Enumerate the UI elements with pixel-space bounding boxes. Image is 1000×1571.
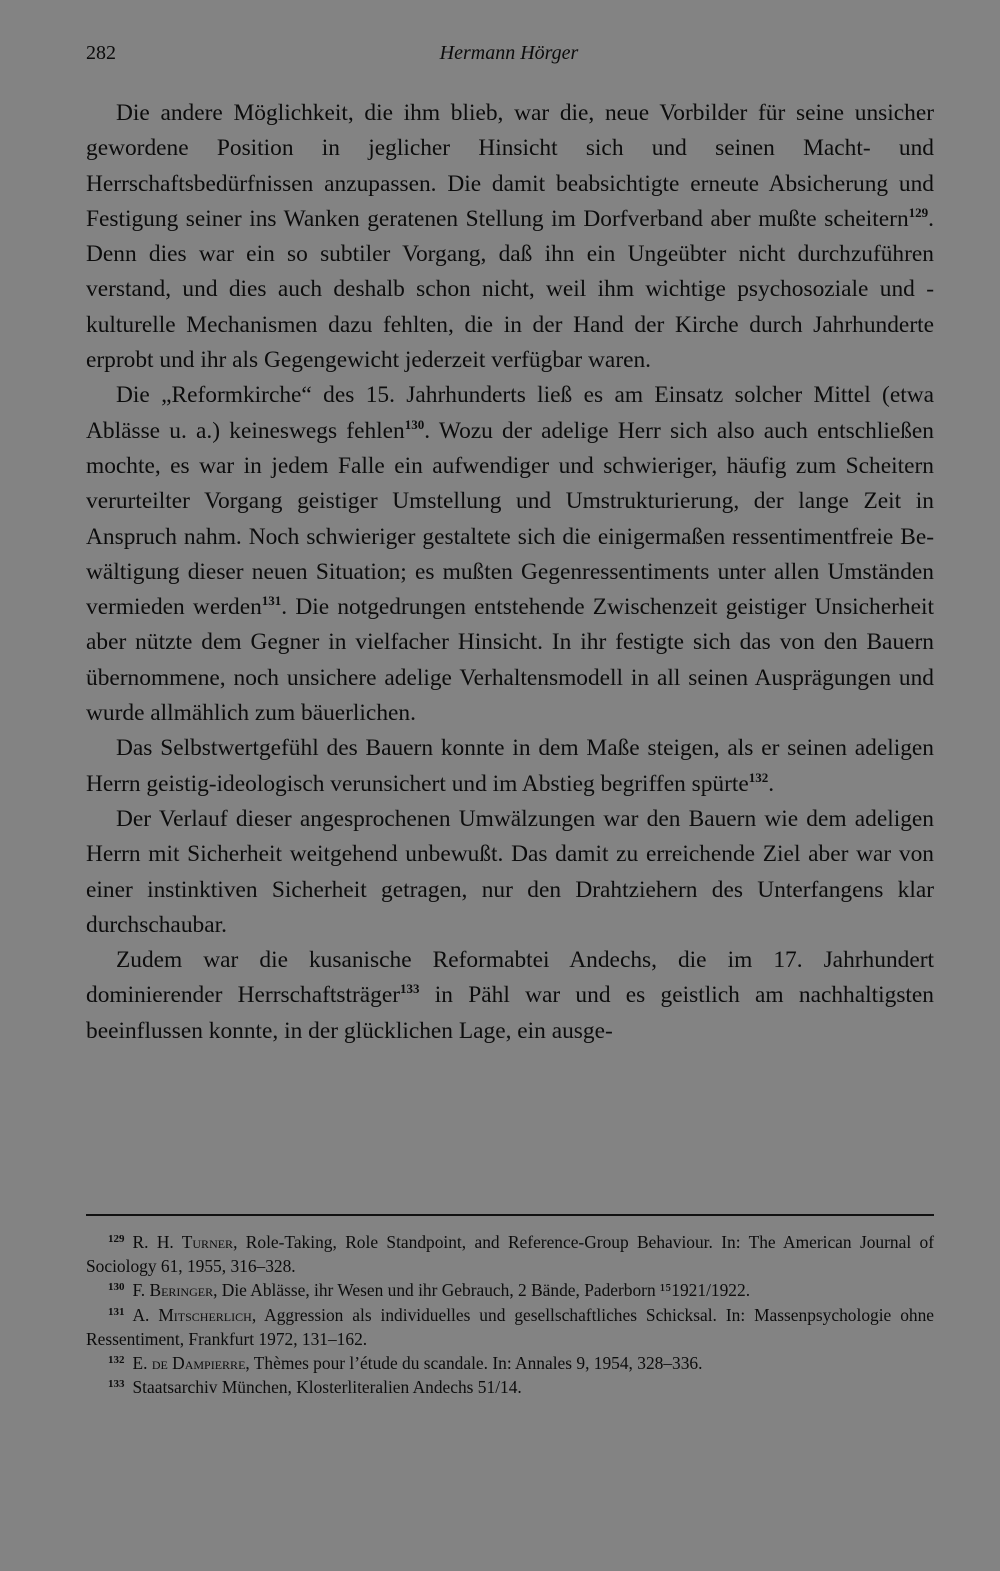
footnote-ref[interactable]: 133 (400, 981, 420, 997)
footnote-text: , Thèmes pour l’étude du scandale. In: Annales 9, 1954, 328–336. (245, 1353, 703, 1374)
paragraph-text: in Pähl war und es geistlich am nachhaltigsten beeinflussen konnte, in der glücklichen Lage, ein ausge- (86, 982, 934, 1044)
footnotes (86, 1230, 934, 1399)
paragraph (86, 731, 934, 802)
footnote-ref[interactable]: 132 (748, 769, 769, 785)
paragraph-text: . Denn dies war ein so subtiler Vorgang, daß ihn ein Ungeübter nicht durchzuführen verstand, und dies auch deshalb schon nicht, weil ihm wichtige psychosoziale und -kulturelle Mechanismen dazu fehlten, die in der Hand der Kirche durch Jahrhunderte erprobt und ihr als Gegengewicht jederzeit verfügbar waren. (86, 205, 934, 374)
paragraph (86, 96, 934, 378)
footnote-number: 131 (108, 1305, 125, 1318)
paragraph-text: Zudem war die kusanische Reformabtei Andechs, die im 17. Jahrhundert dominierender Herrschaftsträger (86, 947, 934, 1009)
footnote-number: 133 (108, 1378, 125, 1391)
body-text (86, 96, 934, 1049)
running-title: Hermann Hörger (439, 42, 579, 64)
footnote-author: E. de Dampierre (132, 1353, 246, 1374)
paragraph (86, 943, 934, 1049)
footnote-number: 129 (108, 1233, 125, 1245)
footnote (86, 1375, 934, 1399)
footnote-author: F. Beringer (132, 1280, 214, 1301)
footnote-number: 130 (108, 1281, 125, 1294)
footnote-ref[interactable]: 130 (404, 416, 425, 432)
footnote-rule (86, 1214, 934, 1216)
paragraph (86, 802, 934, 943)
footnote-text: , Aggression als individuelles und gesellschaftliches Schicksal. In: Massenpsychologie ohne Ressentiment, Frankfurt 1972, 131–162. (86, 1304, 934, 1349)
paragraph (86, 378, 934, 731)
running-head (86, 42, 932, 72)
page-number: 282 (86, 42, 116, 64)
footnote-text: , Role-Taking, Role Standpoint, and Reference-Group Behaviour. In: The American Journal of Sociology 61, 1955, 316–328. (86, 1232, 935, 1277)
paragraph-text: . Wozu der adelige Herr sich also auch entschließen mochte, es war in jedem Falle ein aufwendiger und schwieriger, häufig zum Scheitern verurteilter Vorgang geistiger Umstellung und Umstrukturierung, der lange Zeit in Anspruch nahm. Noch schwieriger gestaltete sich die einigermaßen ressentimentfreie Bewältigung dieser neuen Situation; es mußten Gegenressentiments unter allen Umständen vermieden werden (86, 417, 934, 621)
paragraph-text: Der Verlauf dieser angesprochenen Umwälzungen war den Bauern wie dem adeligen Herrn mit Sicherheit weitgehend unbewußt. Das damit zu erreichende Ziel aber war von einer instinktiven Sicherheit getragen, nur den Drahtziehern des Unterfangens klar durchschaubar. (86, 805, 934, 938)
paragraph-text: Die „Reformkirche“ des 15. Jahrhunderts ließ es am Einsatz solcher Mittel (etwa Ablässe u. a.) keineswegs fehlen (86, 382, 934, 444)
footnote (86, 1303, 934, 1351)
footnote (86, 1278, 934, 1302)
paragraph-text: . Die notgedrungen entstehende Zwischenzeit geistiger Unsicherheit aber nützte dem Gegner in vielfacher Hinsicht. In ihr festigte sich das von den Bauern übernommene, noch unsichere adelige Verhaltensmodell in all seinen Ausprägungen und wurde allmählich zum bäuerlichen. (86, 594, 934, 727)
footnote-text: , Die Ablässe, ihr Wesen und ihr Gebrauch, 2 Bände, Paderborn ¹⁵1921/1922. (213, 1280, 751, 1301)
footnote-ref[interactable]: 129 (908, 204, 929, 220)
footnote-text: Staatsarchiv München, Klosterliteralien Andechs 51/14. (132, 1377, 522, 1398)
paragraph-text: . (768, 770, 775, 797)
footnote (86, 1351, 934, 1375)
paragraph-text: Die andere Möglichkeit, die ihm blieb, war die, neue Vorbilder für seine unsicher gewordene Position in jeglicher Hinsicht sich und seinen Macht- und Herrschaftsbedürfnissen anzupassen. Die damit beabsichtigte erneute Absicherung und Festigung seiner ins Wanken geratenen Stellung im Dorfverband aber mußte scheitern (86, 100, 934, 232)
footnote-author: A. Mitscherlich (132, 1304, 252, 1325)
footnote-ref[interactable]: 131 (261, 593, 282, 609)
footnote-number: 132 (108, 1354, 125, 1367)
paragraph-text: Das Selbstwertgefühl des Bauern konnte in dem Maße steigen, als er seinen adeligen Herrn geistig-ideologisch verunsichert und im Abstieg begriffen spürte (86, 735, 934, 797)
footnote-author: R. H. Turner (132, 1232, 234, 1252)
footnote (86, 1230, 934, 1278)
